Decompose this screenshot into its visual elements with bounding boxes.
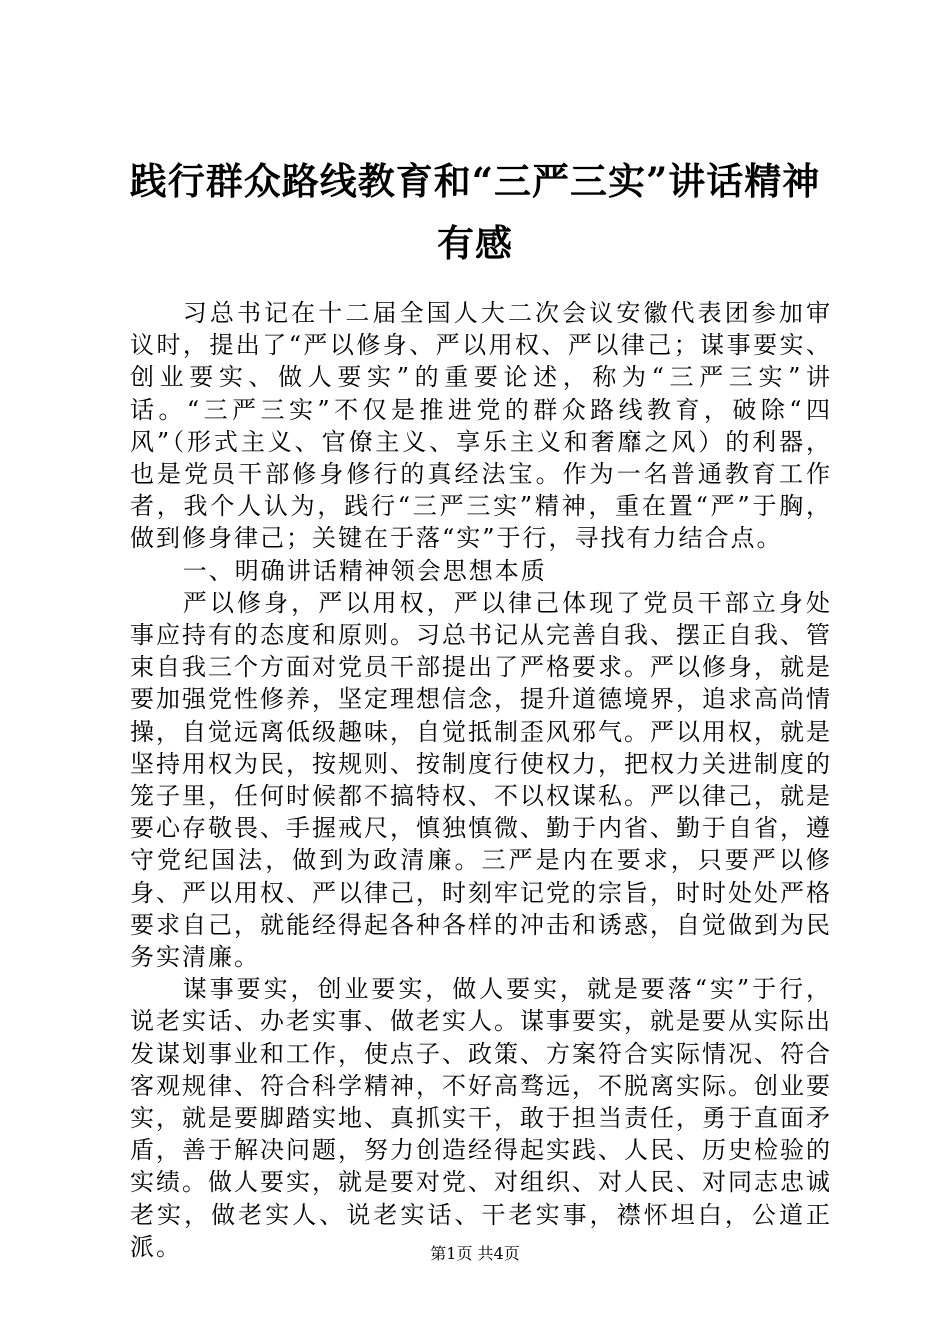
document-body <box>130 297 832 1263</box>
paragraph-intro: 习总书记在十二届全国人大二次会议安徽代表团参加审议时，提出了“严以修身、严以用权、严以律己；谋事要实、创业要实、做人要实”的重要论述，称为“三严三实”讲话。“三严三实”不仅是推进党的群众路线教育，破除“四风”（形式主义、官僚主义、享乐主义和奢靡之风）的利器，也是党员干部修身修行的真经法宝。作为一名普通教育工作者，我个人认为，践行“三严三实”精神，重在置“严”于胸，做到修身律己；关键在于落“实”于行，寻找有力结合点。 <box>130 299 832 553</box>
paragraph-three-solid: 谋事要实，创业要实，做人要实，就是要落“实”于行，说老实话、办老实事、做老实人。谋事要实，就是要从实际出发谋划事业和工作，使点子、政策、方案符合实际情况、符合客观规律、符合科学精神，不好高骛远，不脱离实际。创业要实，就是要脚踏实地、真抓实干，敢于担当责任，勇于直面矛盾，善于解决问题，努力创造经得起实践、人民、历史检验的实绩。做人要实，就是要对党、对组织、对人民、对同志忠诚老实，做老实人、说老实话、干老实事，襟怀坦白，公道正派。 <box>130 975 832 1261</box>
page-footer: 第1页 共4页 <box>430 1244 520 1263</box>
section-heading-1: 一、明确讲话精神领会思想本质 <box>182 556 547 585</box>
document-title: 践行群众路线教育和“三严三实”讲话精神有感 <box>129 159 821 265</box>
paragraph-three-strict: 严以修身，严以用权，严以律己体现了党员干部立身处事应持有的态度和原则。习总书记从完善自我、摆正自我、管束自我三个方面对党员干部提出了严格要求。严以修身，就是要加强党性修养，坚定理想信念，提升道德境界，追求高尚情操，自觉远离低级趣味，自觉抵制歪风邪气。严以用权，就是坚持用权为民，按规则、按制度行使权力，把权力关进制度的笼子里，任何时候都不搞特权、不以权谋私。严以律己，就是要心存敬畏、手握戒尺，慎独慎微、勤于内省、勤于自省，遵守党纪国法，做到为政清廉。三严是内在要求，只要严以修身、严以用权、严以律己，时刻牢记党的宗旨，时时处处严格要求自己，就能经得起各种各样的冲击和诱惑，自觉做到为民务实清廉。 <box>130 588 832 972</box>
